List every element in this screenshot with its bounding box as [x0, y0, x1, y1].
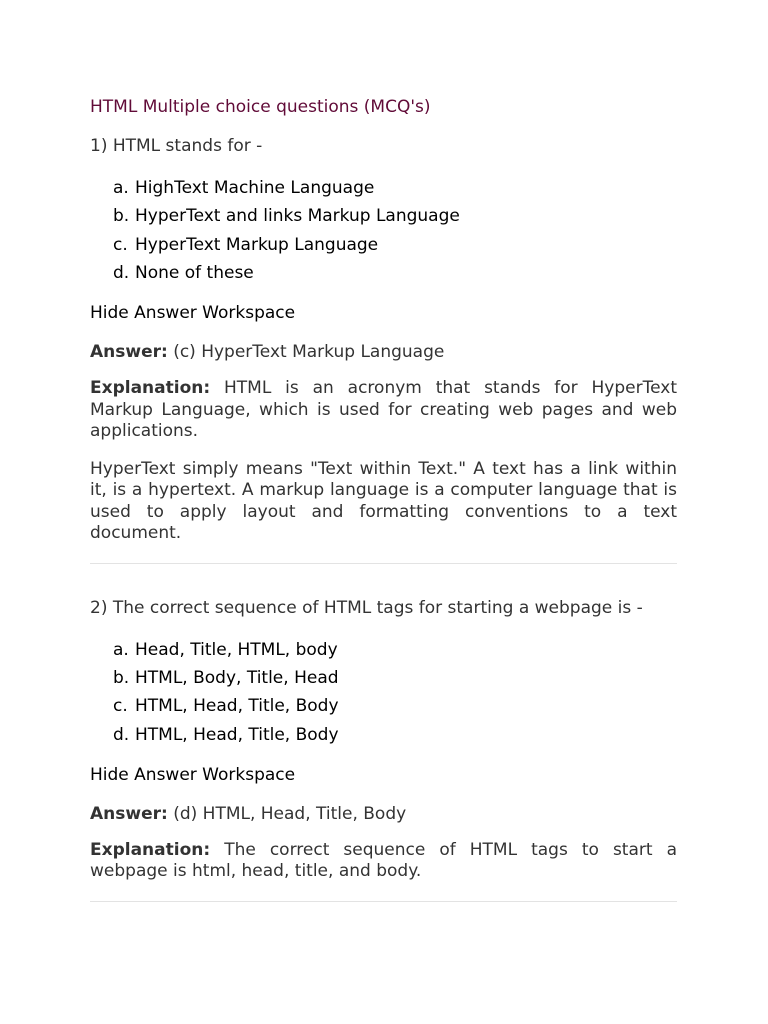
divider — [90, 901, 677, 902]
option-letter: b. — [113, 206, 130, 227]
option-d[interactable] — [113, 721, 677, 749]
explanation-text: HTML is an acronym that stands for HyperText Markup Language, which is used for creating web pages and web applications. — [90, 378, 677, 442]
option-letter: b. — [113, 667, 130, 688]
option-text: HTML, Head, Title, Body — [135, 696, 339, 717]
options-list — [90, 636, 677, 749]
option-text: HTML, Head, Title, Body — [135, 724, 339, 745]
options-list — [90, 174, 677, 287]
option-b[interactable] — [113, 664, 677, 692]
answer-text: (d) HTML, Head, Title, Body — [173, 803, 407, 824]
question-block-1 — [90, 134, 677, 564]
explanation — [90, 378, 677, 443]
option-text: HTML, Body, Title, Head — [135, 667, 339, 688]
hide-answer-workspace-link[interactable]: Hide Answer Workspace — [90, 764, 296, 785]
question-text: 2) The correct sequence of HTML tags for starting a webpage is - — [90, 597, 643, 618]
option-letter: a. — [113, 178, 129, 198]
option-c[interactable] — [113, 231, 677, 259]
divider — [90, 563, 677, 564]
option-text: None of these — [135, 262, 254, 283]
question-text: 1) HTML stands for - — [90, 136, 263, 156]
explanation — [90, 840, 677, 883]
explanation-text: The correct sequence of HTML tags to start a webpage is html, head, title, and body. — [90, 839, 677, 882]
option-letter: d. — [113, 724, 130, 745]
option-text: Head, Title, HTML, body — [135, 639, 338, 660]
question-block-2 — [90, 596, 677, 902]
explanation-label: Explanation: — [90, 378, 211, 399]
explanation-label: Explanation: — [90, 839, 211, 860]
explanation-paragraph: HyperText simply means "Text within Text." A text has a link within it, is a hypertext. A markup language is a computer language that is used to apply layout and formatting conventions to a text document. — [90, 458, 677, 544]
option-text: HyperText and links Markup Language — [135, 206, 460, 227]
mcq-content — [90, 95, 677, 902]
answer-text: (c) HyperText Markup Language — [173, 342, 445, 363]
option-c[interactable] — [113, 692, 677, 720]
answer-label: Answer: — [90, 342, 168, 363]
answer-line — [90, 340, 677, 364]
answer-line — [90, 802, 677, 826]
option-letter: d. — [113, 262, 130, 283]
option-text: HighText Machine Language — [135, 178, 375, 198]
option-letter: c. — [113, 696, 128, 717]
option-b[interactable] — [113, 202, 677, 230]
option-text: HyperText Markup Language — [135, 234, 379, 255]
option-d[interactable] — [113, 259, 677, 287]
hide-answer-workspace-link[interactable]: Hide Answer Workspace — [90, 303, 296, 324]
option-letter: c. — [113, 234, 128, 255]
page-title: HTML Multiple choice questions (MCQ's) — [90, 97, 431, 117]
option-a[interactable] — [113, 636, 677, 664]
answer-label: Answer: — [90, 803, 168, 824]
option-a[interactable] — [113, 174, 677, 202]
option-letter: a. — [113, 639, 129, 660]
